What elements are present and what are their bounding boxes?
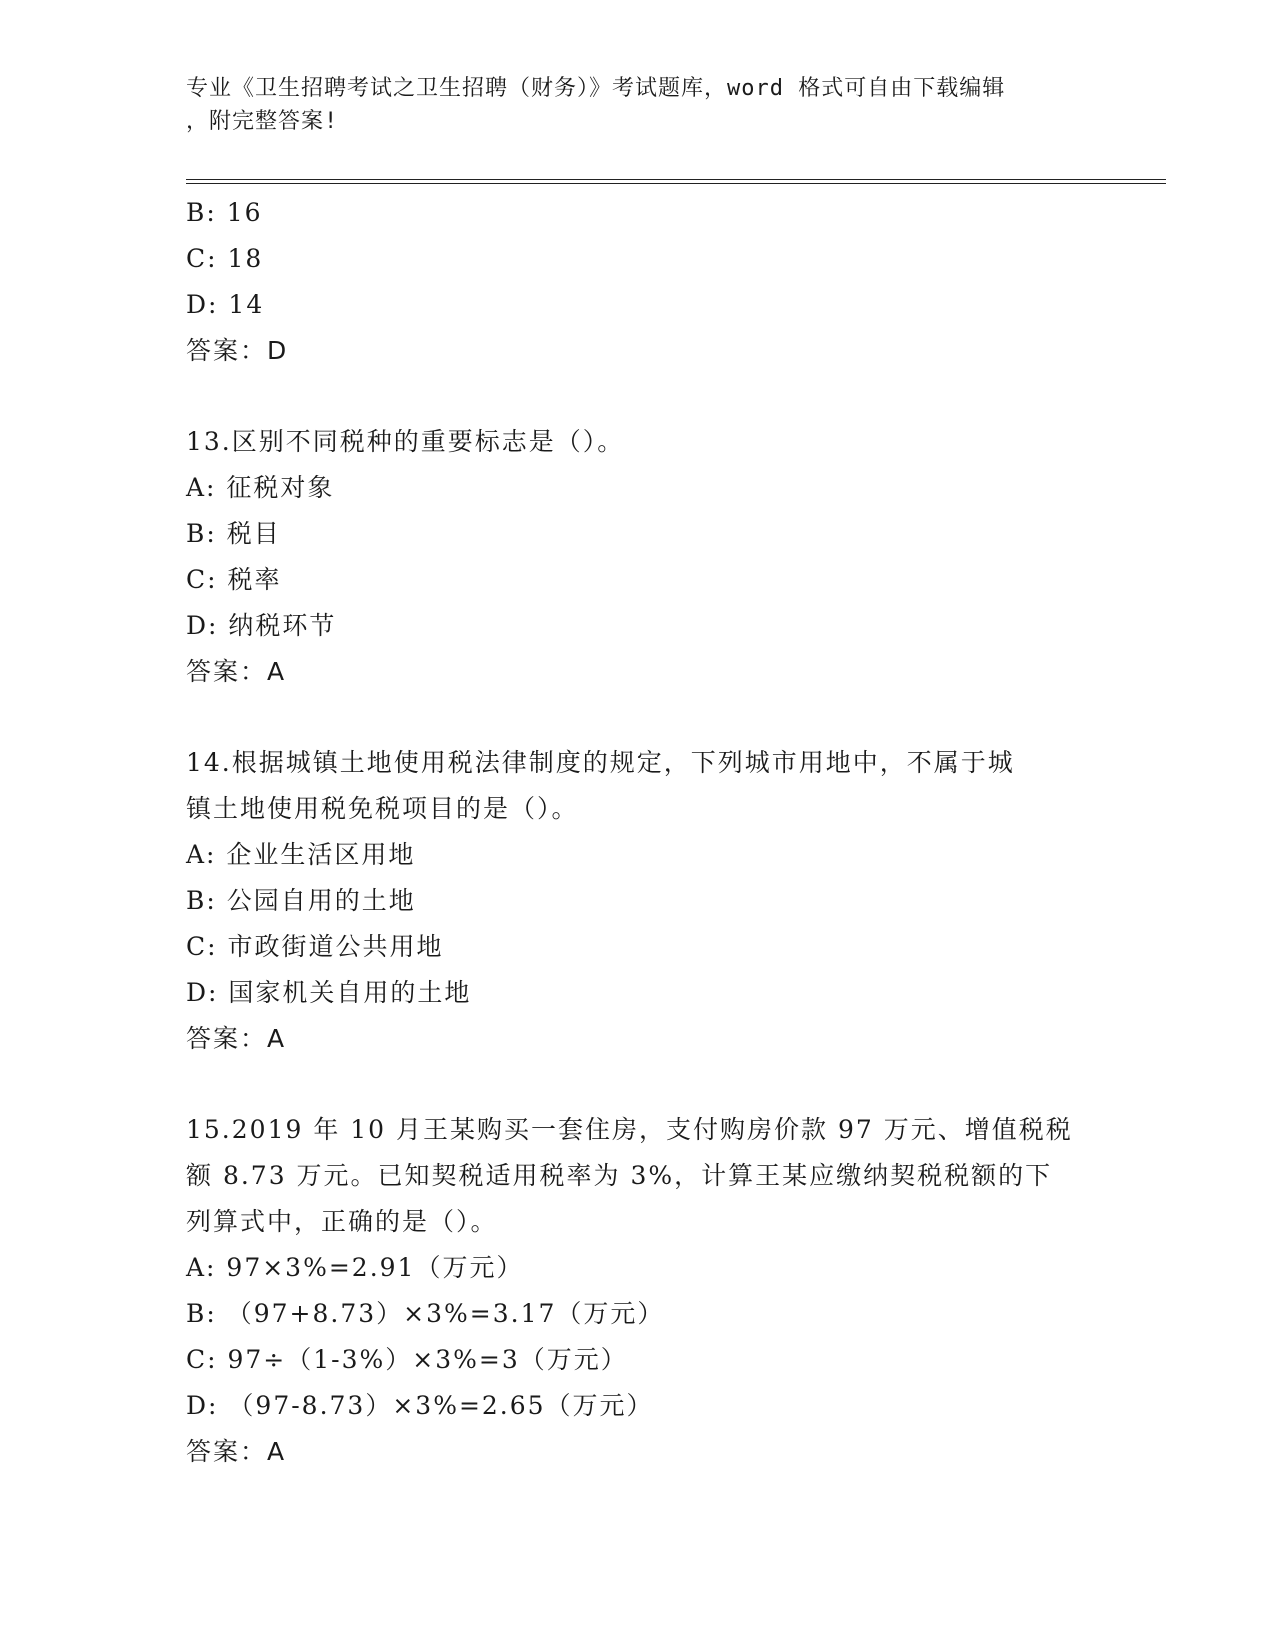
option-d: D: 14 <box>186 290 265 319</box>
question-stem-line-2: 镇土地使用税免税项目的是（）。 <box>186 794 579 823</box>
header-divider-bottom <box>186 183 1166 184</box>
question-stem-line-1: 14.根据城镇土地使用税法律制度的规定，下列城市用地中，不属于城 <box>186 748 1015 777</box>
question-12-tail <box>186 190 1086 374</box>
option-b: B: 公园自用的土地 <box>186 886 416 915</box>
option-b: B: 16 <box>186 198 263 227</box>
option-c: C: 税率 <box>186 565 282 594</box>
option-d: D: 国家机关自用的土地 <box>186 978 472 1007</box>
option-b: B: 税目 <box>186 519 281 548</box>
option-d: D: 纳税环节 <box>186 611 337 640</box>
option-c: C: 市政街道公共用地 <box>186 932 444 961</box>
option-d: D: （97-8.73）×3%=2.65（万元） <box>186 1391 654 1420</box>
question-content <box>186 190 1086 1475</box>
option-b: B: （97+8.73）×3%=3.17（万元） <box>186 1299 665 1328</box>
question-stem-line-3: 列算式中，正确的是（）。 <box>186 1207 498 1236</box>
option-c: C: 18 <box>186 244 264 273</box>
question-stem-line-1: 15.2019 年 10 月王某购买一套住房，支付购房价款 97 万元、增值税税 <box>186 1115 1073 1144</box>
question-14 <box>186 740 1086 1062</box>
header-line-1: 专业《卫生招聘考试之卫生招聘（财务）》考试题库，word 格式可自由下载编辑 <box>186 76 1006 101</box>
answer-line: 答案：A <box>186 657 287 686</box>
header-divider-top <box>186 179 1166 180</box>
answer-line: 答案：A <box>186 1437 287 1466</box>
header-line-2: ，附完整答案! <box>186 109 339 134</box>
question-15 <box>186 1107 1086 1475</box>
question-13 <box>186 419 1086 695</box>
option-c: C: 97÷（1-3%）×3%=3（万元） <box>186 1345 628 1374</box>
question-stem-line-2: 额 8.73 万元。已知契税适用税率为 3%，计算王某应缴纳契税税额的下 <box>186 1161 1053 1190</box>
option-a: A: 企业生活区用地 <box>186 840 416 869</box>
answer-line: 答案：D <box>186 336 289 365</box>
option-a: A: 97×3%=2.91（万元） <box>186 1253 524 1282</box>
option-a: A: 征税对象 <box>186 473 335 502</box>
answer-line: 答案：A <box>186 1024 287 1053</box>
question-stem: 13.区别不同税种的重要标志是（）。 <box>186 427 625 456</box>
document-header <box>186 72 1066 138</box>
